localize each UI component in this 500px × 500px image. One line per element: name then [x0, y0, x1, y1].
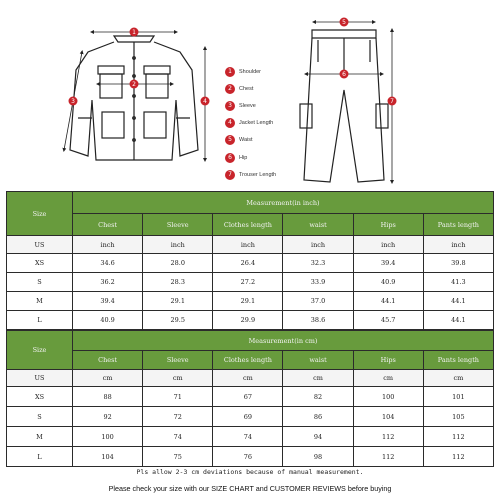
- table-cell: 72: [143, 407, 213, 427]
- table-cell: 26.4: [213, 254, 283, 273]
- table-header-row: [7, 331, 494, 351]
- column-header: Clothes length: [213, 214, 283, 236]
- table-cell: 94: [283, 427, 353, 447]
- table-cell: 112: [423, 447, 493, 467]
- table-cell: 28.3: [143, 273, 213, 292]
- table-cell: 67: [213, 387, 283, 407]
- table-cell: 38.6: [283, 311, 353, 330]
- table-cell: 100: [353, 387, 423, 407]
- table-cell: 36.2: [73, 273, 143, 292]
- table-cell: 112: [423, 427, 493, 447]
- unit-cell: cm: [353, 370, 423, 387]
- size-table-cm: [6, 330, 494, 467]
- legend-number: 7: [225, 170, 235, 180]
- garment-illustration: [0, 0, 500, 190]
- unit-row: [7, 370, 494, 387]
- column-header: Hips: [353, 351, 423, 370]
- column-header: Pants length: [423, 214, 493, 236]
- legend-label: Chest: [239, 86, 254, 92]
- svg-text:2: 2: [132, 81, 136, 89]
- table-cell: 39.4: [73, 292, 143, 311]
- unit-cell: inch: [73, 236, 143, 254]
- table-cell: 34.6: [73, 254, 143, 273]
- size-cell: XS: [7, 387, 73, 407]
- legend-number: 2: [225, 84, 235, 94]
- size-cell: XS: [7, 254, 73, 273]
- size-cell: M: [7, 427, 73, 447]
- legend-label: Shoulder: [239, 69, 262, 75]
- svg-text:4: 4: [203, 98, 207, 106]
- table-cell: 101: [423, 387, 493, 407]
- jacket-drawing: [70, 36, 198, 160]
- legend-label: Trouser Length: [239, 172, 277, 178]
- column-header: Hips: [353, 214, 423, 236]
- table-cell: 40.9: [73, 311, 143, 330]
- table-cell: 105: [423, 407, 493, 427]
- unit-cell: cm: [143, 370, 213, 387]
- legend-label: Waist: [239, 137, 253, 143]
- legend-item-waist: [225, 134, 253, 146]
- table-cell: 88: [73, 387, 143, 407]
- legend-item-chest: [225, 83, 253, 95]
- table-cell: 29.9: [213, 311, 283, 330]
- marker-5: [340, 18, 349, 27]
- table-cell: 41.3: [423, 273, 493, 292]
- table-row: [7, 387, 494, 407]
- table-cell: 98: [283, 447, 353, 467]
- unit-cell: US: [7, 236, 73, 254]
- table-cell: 104: [73, 447, 143, 467]
- measurement-diagram: [0, 0, 500, 190]
- unit-cell: cm: [213, 370, 283, 387]
- unit-cell: US: [7, 370, 73, 387]
- legend-label: Sleeve: [239, 103, 256, 109]
- table-cell: 40.9: [353, 273, 423, 292]
- column-header: Sleeve: [143, 214, 213, 236]
- table-cell: 28.0: [143, 254, 213, 273]
- table-cell: 44.1: [423, 311, 493, 330]
- legend-item-jacket-length: [225, 117, 273, 129]
- unit-cell: cm: [283, 370, 353, 387]
- size-cell: L: [7, 447, 73, 467]
- table-row: [7, 407, 494, 427]
- table-cell: 71: [143, 387, 213, 407]
- table-cell: 39.8: [423, 254, 493, 273]
- marker-2: [130, 80, 139, 89]
- legend-number: 6: [225, 153, 235, 163]
- legend-item-shoulder: [225, 66, 261, 78]
- unit-cell: inch: [283, 236, 353, 254]
- column-header: Clothes length: [213, 351, 283, 370]
- table-cell: 44.1: [353, 292, 423, 311]
- table-cell: 32.3: [283, 254, 353, 273]
- legend-label: Jacket Length: [239, 120, 274, 126]
- size-header: Size: [7, 331, 73, 370]
- table-cell: 69: [213, 407, 283, 427]
- table-cell: 100: [73, 427, 143, 447]
- column-header-row: [7, 351, 494, 370]
- column-header: waist: [283, 214, 353, 236]
- column-header: Chest: [73, 351, 143, 370]
- unit-cell: inch: [353, 236, 423, 254]
- footer-notice: Please check your size with our SIZE CHART and CUSTOMER REVIEWS before buying: [108, 484, 392, 493]
- marker-3: [69, 97, 78, 106]
- legend-number: 5: [225, 135, 235, 145]
- size-cell: S: [7, 407, 73, 427]
- marker-1: [130, 28, 139, 37]
- column-header-row: [7, 214, 494, 236]
- table-cell: 86: [283, 407, 353, 427]
- table-row: [7, 427, 494, 447]
- unit-row: [7, 236, 494, 254]
- table-cell: 112: [353, 427, 423, 447]
- svg-text:5: 5: [342, 19, 346, 27]
- table-cell: 29.5: [143, 311, 213, 330]
- table-row: [7, 273, 494, 292]
- table-row: [7, 292, 494, 311]
- marker-6: [340, 70, 349, 79]
- table-header-row: [7, 192, 494, 214]
- marker-4: [201, 97, 210, 106]
- table-row: [7, 254, 494, 273]
- table-cell: 29.1: [143, 292, 213, 311]
- unit-cell: cm: [73, 370, 143, 387]
- svg-text:7: 7: [390, 98, 394, 106]
- size-cell: S: [7, 273, 73, 292]
- group-title: Measurement(in cm): [73, 331, 494, 351]
- table-cell: 76: [213, 447, 283, 467]
- table-cell: 29.1: [213, 292, 283, 311]
- legend-item-sleeve: [225, 100, 256, 112]
- legend-label: Hip: [239, 155, 248, 161]
- size-header: Size: [7, 192, 73, 236]
- table-cell: 37.0: [283, 292, 353, 311]
- legend-item-hip: [225, 152, 247, 164]
- column-header: Sleeve: [143, 351, 213, 370]
- column-header: Chest: [73, 214, 143, 236]
- table-cell: 74: [143, 427, 213, 447]
- table-cell: 44.1: [423, 292, 493, 311]
- marker-7: [388, 97, 397, 106]
- svg-text:1: 1: [132, 29, 136, 37]
- table-cell: 27.2: [213, 273, 283, 292]
- table-cell: 74: [213, 427, 283, 447]
- deviation-note: Pls allow 2-3 cm deviations because of manual measurement.: [136, 468, 364, 476]
- legend-item-trouser-length: [225, 169, 276, 181]
- legend-number: 3: [225, 101, 235, 111]
- size-cell: M: [7, 292, 73, 311]
- svg-text:6: 6: [342, 71, 346, 79]
- table-cell: 33.9: [283, 273, 353, 292]
- table-cell: 75: [143, 447, 213, 467]
- group-title: Measurement(in inch): [73, 192, 494, 214]
- table-row: [7, 447, 494, 467]
- table-cell: 45.7: [353, 311, 423, 330]
- column-header: Pants length: [423, 351, 493, 370]
- column-header: waist: [283, 351, 353, 370]
- pants-drawing: [300, 30, 388, 182]
- size-table-inch: [6, 191, 494, 330]
- legend-number: 4: [225, 118, 235, 128]
- unit-cell: inch: [213, 236, 283, 254]
- table-cell: 39.4: [353, 254, 423, 273]
- table-cell: 92: [73, 407, 143, 427]
- unit-cell: inch: [143, 236, 213, 254]
- legend-number: 1: [225, 67, 235, 77]
- table-cell: 112: [353, 447, 423, 467]
- svg-text:3: 3: [71, 98, 75, 106]
- size-cell: L: [7, 311, 73, 330]
- unit-cell: inch: [423, 236, 493, 254]
- unit-cell: cm: [423, 370, 493, 387]
- table-cell: 82: [283, 387, 353, 407]
- table-row: [7, 311, 494, 330]
- table-cell: 104: [353, 407, 423, 427]
